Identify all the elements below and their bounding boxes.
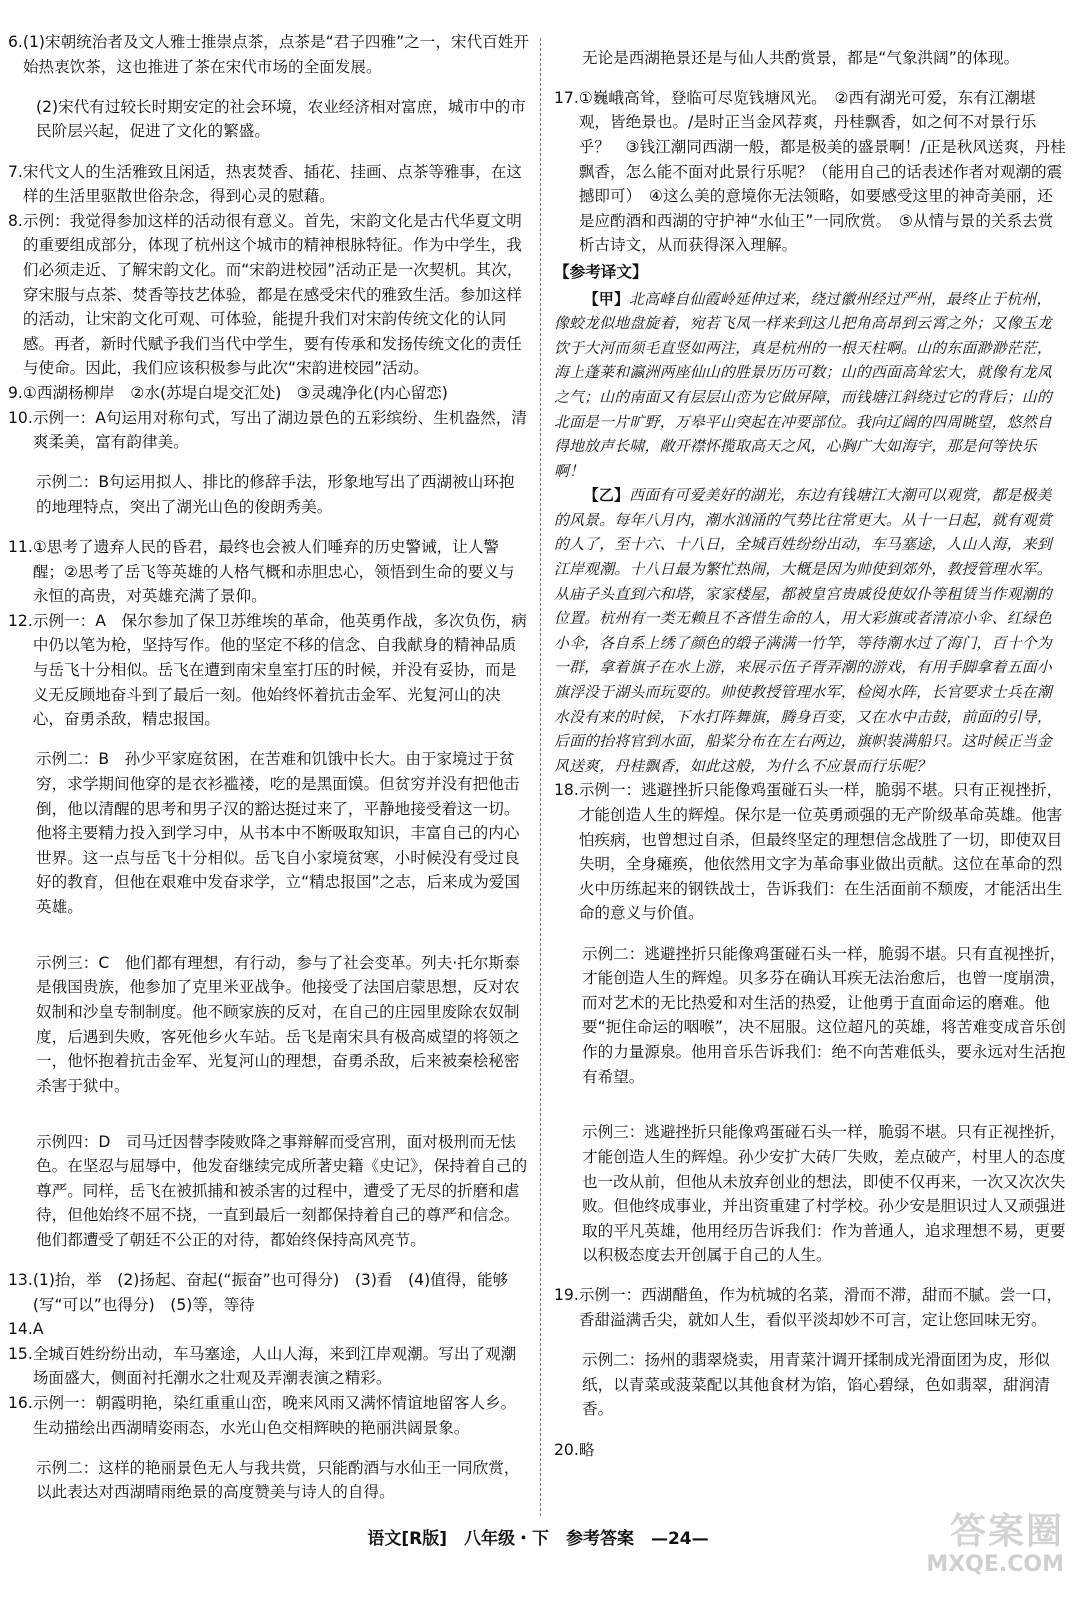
- translation-tag: 【甲】: [583, 289, 630, 308]
- answer-item: [8, 1391, 530, 1440]
- item-number: 17.: [554, 88, 579, 107]
- answer-item: [8, 381, 530, 406]
- item-number: 7.: [8, 162, 23, 181]
- answer-text: 示例：我觉得参加这样的活动很有意义。首先，宋韵文化是古代华夏文明的重要组成部分，体现了杭州这个城市的精神根脉特征。作为中学生，我们必须走近、了解宋韵文化。而“宋韵进校园”活动正是一次契机。其次，穿宋服与点茶、焚香等技艺体验，都是在感受宋代的雅致生活。参加这样的活动，让宋韵文化可观、可体验，能提升我们对宋韵传统文化的认同感。再者，新时代赋予我们当代中学生，要有传承和发扬传统文化的责任与使命。因此，我们应该积极参与此次“宋韵进校园”活动。: [22, 211, 523, 378]
- answer-item: [8, 1268, 530, 1317]
- answer-item: [8, 935, 530, 1114]
- answer-text: 示例一：西湖醋鱼，作为杭城的名菜，滑而不滞，甜而不腻。尝一口，香甜溢满舌尖，就如人生，看似平淡却妙不可言，定让您回味无穷。: [578, 1286, 1063, 1330]
- answer-text: 示例一：A句运用对称句式，写出了湖边景色的五彩缤纷、生机盎然，清爽柔美，富有韵律美。: [32, 408, 527, 452]
- answer-text: 示例二：逃避挫折只能像鸡蛋碰石头一样，脆弱不堪。只有直视挫折，才能创造人生的辉煌。贝多芬在确认耳疾无法治愈后，也曾一度崩溃，而对艺术的无比热爱和对生活的热爱，让他勇于直面命运的磨难。他要“扼住命运的咽喉”，决不屈服。这位超凡的英雄，将苦难变成音乐创作的力量源泉。他用音乐告诉我们：绝不向苦难低头，要永远对生活抱有希望。: [582, 944, 1066, 1086]
- item-number: 13.: [8, 1271, 33, 1290]
- translation-label: 【参考译文】: [554, 262, 648, 281]
- answer-item: [554, 1283, 1066, 1332]
- answer-text: 无论是西湖艳景还是与仙人共酌赏景，都是“气象洪阔”的体现。: [582, 48, 1020, 67]
- answer-text: 示例四：D 司马迁因替李陵败降之事辩解而受宫刑，面对极刑而无怯色。在坚忍与屈辱中，他发奋继续完成所著史籍《史记》，保持着自己的尊严。同样，岳飞在被抓捕和被杀害的过程中，遭受了无尽的折磨和虐待，但他始终不屈不挠，一直到最后一刻都保持着自己的尊严和信念。他们都遭受了朝廷不公正的对待，都始终保持高风亮节。: [36, 1132, 528, 1249]
- watermark-logo: [904, 1512, 1064, 1582]
- answer-text: ①西湖杨柳岸 ②水(苏堤白堤交汇处) ③灵魂净化(内心留恋): [22, 383, 448, 402]
- column-divider: [540, 38, 541, 1516]
- answer-text: 略: [578, 1440, 595, 1459]
- item-number: 20.: [554, 1440, 579, 1459]
- answer-text: 示例一：朝霞明艳，染红重重山峦，晚来风雨又满怀情谊地留客人乡。生动描绘出西湖晴姿雨态，水光山色交相辉映的艳丽洪阔景象。: [32, 1394, 517, 1437]
- item-number: 11.: [8, 538, 33, 557]
- answer-item: [8, 406, 530, 455]
- answer-item: [8, 455, 530, 535]
- answer-item: [554, 1105, 1066, 1284]
- answer-text: A: [32, 1320, 44, 1339]
- answer-text: (1)抬，举 (2)扬起、奋起(“振奋”也可得分) (3)看 (4)值得，能够(写“可以”也得分) (5)等，等待: [32, 1271, 509, 1314]
- answer-text: 示例一：A 保尔参加了保卫苏维埃的革命，他英勇作战，多次负伤，病中仍以笔为枪，坚持写作。他的坚定不移的信念、自我献身的精神品质与岳飞十分相似。岳飞在遭到南宋皇室打压的时候，并没有妥协，而是义无反顾地奋斗到了最后一刻。他始终怀着抗击金军、光复河山的决心，奋勇杀敌，精忠报国。: [32, 611, 527, 729]
- item-number: 14.: [8, 1320, 33, 1339]
- answer-text: (2)宋代有过较长时期安定的社会环境，农业经济相对富庶，城市中的市民阶层兴起，促进了文化的繁盛。: [36, 97, 526, 141]
- answer-item: [8, 535, 530, 609]
- item-number: 15.: [8, 1344, 33, 1363]
- answer-item: [8, 1342, 530, 1391]
- answer-item: [8, 609, 530, 732]
- page-footer: 语文[R版] 八年级・下 参考答案 —24—: [367, 1529, 709, 1549]
- answer-text: (1)宋朝统治者及文人雅士推崇点茶，点茶是“君子四雅”之一，宋代百姓开始热衷饮茶，这也推进了茶在宋代市场的全面发展。: [22, 33, 529, 76]
- answer-item: [8, 79, 530, 159]
- item-number: 16.: [8, 1394, 33, 1413]
- item-number: 8.: [8, 211, 23, 230]
- answer-text: 示例三：逃避挫折只能像鸡蛋碰石头一样，脆弱不堪。只有正视挫折，才能创造人生的辉煌。孙少安扩大砖厂失败，差点破产，村里人的态度也一改从前，但他从未放弃创业的想法，即使不仅再来，一次又次次失败。但他终成事业，并出资重建了村学校。孙少安是胆识过人又顽强进取的平凡英雄，他用经历告诉我们：作为普通人，追求理想不易，更要以积极态度去开创属于自己的人生。: [582, 1123, 1066, 1265]
- answer-text: ①巍峨高耸，登临可尽览钱塘风光。 ②西有湖光可爱，东有江潮堪观，皆绝景也。/是时正当金风荐爽，丹桂飘香，如之何不对景行乐乎？ ③钱江潮同西湖一般，都是极美的盛景啊！/正是秋风送爽，丹桂飘香，怎么能不面对此景行乐呢？（能用自己的话表述作者对观潮的震撼即可） ④这么美的意境你无法领略，如要感受这里的神奇美丽，还是应酌酒和西湖的守护神“水仙王”一同欣赏。 ⑤从情与景的关系去赏析古诗文，从而获得深入理解。: [578, 88, 1066, 255]
- answer-text: 示例一：逃避挫折只能像鸡蛋碰石头一样，脆弱不堪。只有正视挫折，才能创造人生的辉煌。保尔是一位英勇顽强的无产阶级革命英雄。他害怕疾病，也曾想过自杀，但最终坚定的理想信念战胜了一切，即使双目失明，全身瘫痪，他依然用文字为革命事业做出贡献。这位在革命的烈火中历练起来的钢铁战士，告诉我们：在生活面前不颓废，才能活出生命的意义与价值。: [578, 781, 1063, 923]
- answer-text: 示例二：扬州的翡翠烧卖，用青菜汁调开揉制成光滑面团为皮，形似纸，以青菜或菠菜配以其他食材为馅，馅心碧绿，色如翡翠，甜润清香。: [582, 1351, 1050, 1419]
- item-number: 9.: [8, 383, 23, 402]
- watermark-text: 答案圈: [949, 1511, 1064, 1552]
- item-number: 19.: [554, 1286, 579, 1305]
- translation-text: 西面有可爱美好的湖光，东边有钱塘江大潮可以观赏，都是极美的风景。每年八月内，潮水汹涌的气势比往常更大。从十一日起，就有观赏的人了，至十六、十八日，全城百姓纷纷出动，车马塞途，人山人海，来到江岸观潮。十八日最为繁忙热闹，大概是因为帅使到郊外，教授管理水军。从庙子头直到六和塔，家家楼屋，都被皇宫贵戚役使奴仆等租赁当作观潮的位置。杭州有一类无赖且不吝惜生命的人，用大彩旗或者清凉小伞、红绿色小伞，各自系上绣了颜色的缎子满满一竹竿，等待潮水过了海门，百十个为一群，拿着旗子在水上游，来展示伍子胥弄潮的游戏，有用手脚拿着五面小旗浮没于湖头而玩耍的。帅使教授管理水军，检阅水阵，长官要求士兵在潮水没有来的时候，下水打阵舞旗，腾身百变，又在水中击鼓，前面的引导，后面的抬将官到水面，船桨分布在左右两边，旗帜装满船只。这时候正当金风送爽，丹桂飘香，如此这般，为什么不应景而行乐呢？: [554, 486, 1052, 775]
- answer-text: 示例三：C 他们都有理想，有行动，参与了社会变革。列夫·托尔斯泰是俄国贵族，他参加了克里米亚战争。他接受了法国启蒙思想，反对农奴制和沙皇专制制度。他不顾家族的反对，在自己的庄园里废除农奴制度，后遇到失败，客死他乡火车站。岳飞是南宋具有极高威望的将领之一，他怀抱着抗击金军、光复河山的理想，奋勇杀敌，后来被秦桧秘密杀害于狱中。: [36, 953, 520, 1095]
- answer-item: [8, 160, 530, 209]
- answer-text: 示例二：B 孙少平家庭贫困，在苦难和饥饿中长大。由于家境过于贫穷，求学期间他穿的是衣衫褴褛，吃的是黑面馍。但贫穷并没有把他击倒，他以清醒的思考和男子汉的豁达挺过来了，平静地接受着这一切。他将主要精力投入到学习中，从书本中不断吸取知识，丰富自己的内心世界。这一点与岳飞十分相似。岳飞自小家境贫寒，小时候没有受过良好的教育，但他在艰难中发奋求学，立“精忠报国”之志，后来成为爱国英雄。: [36, 750, 520, 916]
- right-column: [554, 30, 1066, 1462]
- answer-item: [554, 926, 1066, 1105]
- answer-text: 全城百姓纷纷出动，车马塞途，人山人海，来到江岸观潮。写出了观潮场面盛大，侧面衬托潮水之壮观及弄潮表演之精彩。: [32, 1344, 517, 1388]
- translation-jia: [554, 287, 1066, 484]
- answer-text: 示例二：B句运用拟人、排比的修辞手法，形象地写出了西湖被山环抱的地理特点，突出了湖光山色的俊朗秀美。: [36, 473, 515, 516]
- answer-item: [8, 1317, 530, 1342]
- watermark-url: MXQE.COM: [926, 1552, 1064, 1577]
- answer-text: 示例二：这样的艳丽景色无人与我共赏，只能酌酒与水仙王一同欣赏，以此表达对西湖晴雨绝景的高度赞美与诗人的自得。: [36, 1458, 520, 1502]
- answer-item: [554, 1333, 1066, 1438]
- answer-item: [8, 30, 530, 79]
- item-number: 10.: [8, 408, 33, 427]
- answer-text: ①思考了遗弃人民的昏君，最终也会被人们唾弃的历史警诫，让人警醒；②思考了岳飞等英雄的人格气概和赤胆忠心，领悟到生命的要义与永恒的高贵，对英雄充满了景仰。: [32, 538, 515, 606]
- answer-item: [8, 732, 530, 935]
- answer-item: [554, 86, 1066, 258]
- item-number: 18.: [554, 781, 579, 800]
- answer-text: 宋代文人的生活雅致且闲适，热衷焚香、插花、挂画、点茶等雅事，在这样的生活里驱散世俗杂念，得到心灵的慰藉。: [22, 162, 522, 206]
- item-number: 12.: [8, 611, 33, 630]
- translation-yi: [554, 483, 1066, 778]
- answer-item: [8, 1114, 530, 1268]
- translation-tag: 【乙】: [583, 486, 630, 505]
- translation-text: 北高峰自仙霞岭延伸过来，绕过徽州经过严州，最终止于杭州，像蛟龙似地盘旋着，宛若飞凤一样来到这儿把角高昂到云霄之外；又像玉龙饮于大河而须毛直竖如两注，真是杭州的一根天柱啊。山的东面渺渺茫茫，海上蓬莱和瀛洲两座仙山的胜景历历可数；山的西面高耸宏大，就像有龙凤之气；山的南面又有层层山峦为它做屏障，而钱塘江斜绕过它的背后；山的北面是一片旷野，万皋平山突起在冲要部位。我向辽阔的四周眺望，悠然自得地放声长啸，敞开襟怀揽取高天之风，心胸广大如海宇，那是何等快乐啊！: [554, 289, 1052, 480]
- answer-item: [554, 30, 1066, 86]
- answer-item: [8, 209, 530, 381]
- answer-item: [8, 1440, 530, 1520]
- answer-item: [554, 1438, 1066, 1463]
- item-number: 6.: [8, 33, 23, 51]
- answer-item: [554, 778, 1066, 926]
- left-column: [8, 30, 530, 1521]
